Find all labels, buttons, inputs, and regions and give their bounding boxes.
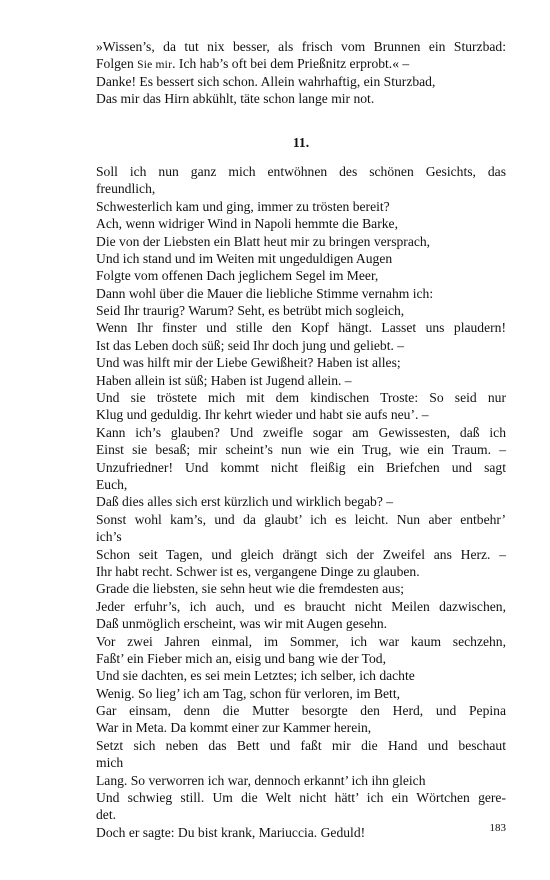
text-line: Vor zwei Jahren einmal, im Sommer, ich war kaum sechzehn, — [96, 633, 506, 649]
page-number: 183 — [489, 822, 506, 834]
text-line: Haben allein ist süß; Haben ist Jugend allein. – — [96, 372, 352, 388]
text-line: Schwesterlich kam und ging, immer zu trösten bereit? — [96, 198, 390, 214]
text-line: Die von der Liebsten ein Blatt heut mir zu bringen versprach, — [96, 233, 431, 249]
section-heading: 11. — [292, 134, 310, 150]
text-line: Seid Ihr traurig? Warum? Seht, es betrübt mich sogleich, — [96, 303, 405, 319]
text-line: Jeder erfuhr’s, ich auch, und es braucht nicht Meilen dazwischen, — [96, 598, 506, 614]
text-line: War in Meta. Da kommt einer zur Kammer herein, — [96, 720, 372, 736]
text-line: Und was hilft mir der Liebe Gewißheit? Haben ist alles; — [96, 355, 401, 371]
text-line: ich’s — [96, 529, 122, 545]
text-line: Und schwieg still. Um die Welt nicht hätt’ ich ein Wörtchen gere- — [96, 790, 506, 806]
text-line: Grade die liebsten, sie sehn heut wie die fremdesten aus; — [96, 581, 405, 597]
text-line: freundlich, — [96, 181, 156, 197]
text-line: Dann wohl über die Mauer die liebliche Stimme vernahm ich: — [96, 285, 434, 301]
text-line: Soll ich nun ganz mich entwöhnen des schönen Gesichts, das — [96, 163, 506, 179]
text-line: Wenig. So lieg’ ich am Tag, schon für verloren, im Bett, — [96, 685, 400, 701]
text-line: Euch, — [96, 477, 128, 492]
text-line: Kann ich’s glauben? Und zweifle sogar am Gewissesten, daß ich — [96, 424, 506, 440]
text-line: Faßt’ ein Fieber mich an, eisig und bang wie der Tod, — [96, 650, 386, 666]
text-line: Daß dies alles sich erst kürzlich und wirklich begab? – — [96, 494, 394, 510]
poem-block — [96, 163, 506, 841]
text-line: Folgte vom offenen Dach jeglichem Segel im Meer, — [96, 268, 379, 284]
text-line: Daß unmöglich erscheint, was wir mit Augen gesehn. — [96, 616, 388, 632]
text-line: Folgen Sie mir. Ich hab’s oft bei dem Prießnitz erprobt.« – — [96, 56, 410, 72]
text-line: Und sie tröstete mich mit dem kindischen Troste: So seid nur — [96, 390, 506, 406]
text-line: Klug und geduldig. Ihr kehrt wieder und habt sie aufs neu’. – — [96, 407, 429, 423]
text-line: Schon seit Tagen, und gleich drängt sich der Zweifel ans Herz. – — [96, 546, 506, 562]
text-line: Ihr habt recht. Schwer ist es, vergangene Dinge zu glauben. — [96, 563, 420, 579]
page-body — [96, 38, 506, 841]
text-line: Einst sie besaß; mir scheint’s nun wie ein Trug, wie ein Traum. – — [96, 442, 506, 458]
text-line: Danke! Es bessert sich schon. Allein wahrhaftig, ein Sturzbad, — [96, 73, 436, 89]
text-line: Das mir das Hirn abkühlt, täte schon lange mir not. — [96, 91, 375, 107]
text-line: Gar einsam, denn die Mutter besorgte den Herd, und Pepina — [96, 703, 506, 719]
text-line: mich — [96, 755, 124, 771]
text-line: Und ich stand und im Weiten mit ungeduldigen Augen — [96, 250, 393, 266]
small-caps-text: Sie mir — [137, 59, 173, 72]
text-line: »Wissen’s, da tut nix besser, als frisch vom Brunnen ein Sturzbad: — [96, 39, 506, 54]
text-line: det. — [96, 807, 117, 823]
text-line: Setzt sich neben das Bett und faßt mir die Hand und beschaut — [96, 737, 506, 753]
text-line: Lang. So verworren ich war, dennoch erkannt’ ich ihn gleich — [96, 772, 426, 788]
text-line: Sonst wohl kam’s, und da glaubt’ ich es leicht. Nun aber entbehr’ — [96, 511, 506, 527]
text-line: Doch er sagte: Du bist krank, Mariuccia. Geduld! — [96, 824, 366, 840]
intro-block — [96, 38, 506, 108]
text-line: Und sie dachten, es sei mein Letztes; ich selber, ich dachte — [96, 668, 415, 684]
text-line: Wenn Ihr finster und stille den Kopf hängt. Lasset uns plaudern! — [96, 320, 506, 336]
text-line: Ist das Leben doch süß; seid Ihr doch jung und geliebt. – — [96, 337, 405, 353]
text-line: Ach, wenn widriger Wind in Napoli hemmte die Barke, — [96, 216, 398, 232]
text-line: Unzufriedner! Und kommt nicht fleißig ein Briefchen und sagt — [96, 459, 506, 475]
